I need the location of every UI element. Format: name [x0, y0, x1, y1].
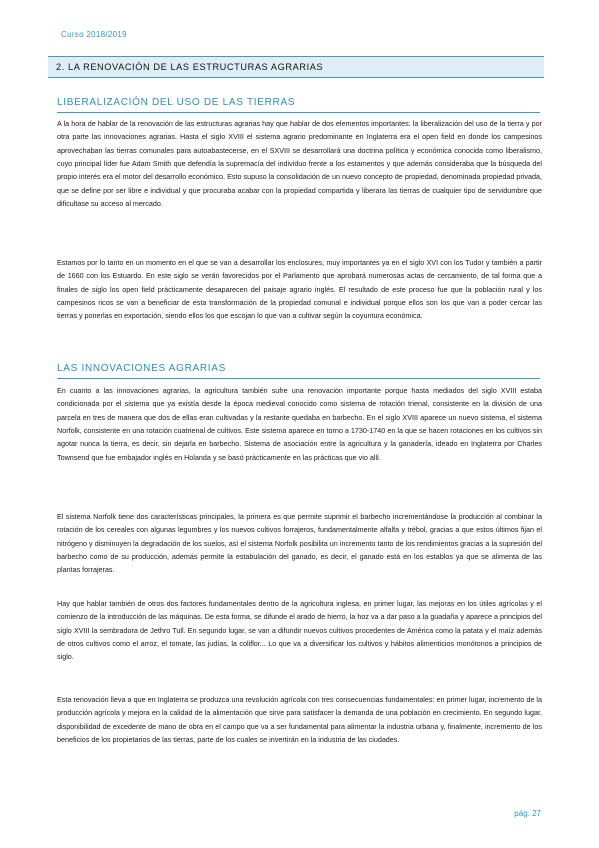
paragraph: Estamos por lo tanto en un momento en el que se van a desarrollar los enclosures, muy importantes ya en el siglo XVI con los Tudor y también a partir de 1660 con los Estuardo. En este siglo se verán favorecidos por el Parlamento que aprobará numerosas actas de cercamiento, de tal forma que a finales de siglo los open field prácticamente desaparecen del paisaje agrario inglés. El resultado de este proceso fue que la población rural y los campesinos ricos se van a beneficiar de esta transformación de la propiedad comunal e individual porque ellos son los que van a poder cercar las tierras y ponerlas en exportación, siendo ellos los que escojan lo que van a cultivar según la coyuntura económica. — [57, 258, 542, 321]
section-title: 2. LA RENOVACIÓN DE LAS ESTRUCTURAS AGRARIAS — [56, 62, 324, 72]
section-heading — [48, 56, 544, 78]
paragraph: A la hora de hablar de la renovación de las estructuras agrarias hay que hablar de dos elementos importantes: la liberalización del uso de la tierra y por otra parte las innovaciones agrarias. Hasta el siglo XVIII el sistema agrario predominante en Inglaterra era el open field en donde los campesinos aprovechaban las tierras comunales para autoabastecerse, en el SXVIII se desarrollará una doctrina política y económica conocida como liberalismo, cuyo principal líder fue Adam Smith que defendía la supremacía del individuo frente a los estamentos y que además consideraba que la búsqueda del propio interés era el motor del desarrollo económico. Esto supuso la consolidación de un nuevo concepto de propiedad, denominada propiedad privada, que se define por ser libre e individual y que procuraba acabar con la propiedad compartida y liberara las tierras de cualquier tipo de servidumbre que dificultase su acceso al mercado. — [57, 119, 542, 208]
paragraph: Esta renovación lleva a que en Inglaterra se produzca una revolución agrícola con tres consecuencias fundamentales: en primer lugar, incremento de la producción agrícola y mejora en la calidad de la alimentación que sirve para satisfacer la demanda de una población en crecimiento. En segundo lugar, disponibilidad de excedente de mano de obra en el campo que va a ser fundamental para alimentar la industria urbana y, finalmente, incremento de los beneficios de los propietarios de las tierras, parte de los cuales se invertirán en la industria de las ciudades. — [57, 695, 542, 745]
subsection-heading-liberalizacion — [57, 96, 540, 113]
subsection-heading-innovaciones — [57, 362, 540, 379]
paragraph: En cuanto a las innovaciones agrarias, la agricultura también sufre una renovación importante porque hasta mediados del siglo XVIII estaba condicionada por el sistema que ya existía desde la época medieval conocido como sistema de rotación trienal, consistente en la división de una parcela en tres de manera que dos de ellas eran cultivadas y la restante quedaba en barbecho. En el siglo XVIII aparece un nuevo sistema, el sistema Norfolk, consistente en una rotación cuatrienal de cultivos. Este sistema aparece en torno a 1730-1740 en la que se hacen rotaciones en los cultivos sin agotar nunca la tierra, es decir, sin dejarla en barbecho. Sistema de asociación entre la agricultura y la ganadería, ideado en Inglaterra por Charles Townsend que fue embajador inglés en Holanda y se basó prácticamente en las prácticas que vio allí. — [57, 386, 542, 462]
page-number: pág. 27 — [514, 809, 541, 818]
subsection-title: LAS INNOVACIONES AGRARIAS — [57, 363, 227, 374]
subsection-title: LIBERALIZACIÓN DEL USO DE LAS TIERRAS — [57, 97, 296, 108]
course-header: Curso 2018/2019 — [61, 30, 127, 39]
paragraph: Hay que hablar también de otros dos factores fundamentales dentro de la agricultura inglesa, en primer lugar, las mejoras en los útiles agrícolas y el comienzo de la introducción de las máquinas. De esta forma, se difunde el arado de hierro, la hoz va a dar paso a la guadaña y aparece a principios del siglo XVIII la sembradora de Jethro Tull. En segundo lugar, se van a difundir nuevos cultivos procedentes de América como la patata y el maíz además de otros cultivos como el arroz, el tomate, las judías, la coliflor... Lo que va a diversificar los cultivos y hábitos alimenticios monótonos a principios de siglo. — [57, 599, 542, 662]
paragraph: El sistema Norfolk tiene dos características principales, la primera es que permite suprimir el barbecho incrementándose la producción al combinar la rotación de los cereales con algunas legumbres y los nuevos cultivos forrajeros, fundamentalmente alfalfa y trébol, gracias a que estos últimos fijan el nitrógeno y disminuyen la degradación de los suelos, así el sistema Norfolk posibilita un incremento tanto de los rendimientos gracias a la supresión del barbecho como de su producción, además permite la estabulación del ganado, es decir, el ganado está en los establos ya que se alimenta de las plantas forrajeras. — [57, 512, 542, 575]
